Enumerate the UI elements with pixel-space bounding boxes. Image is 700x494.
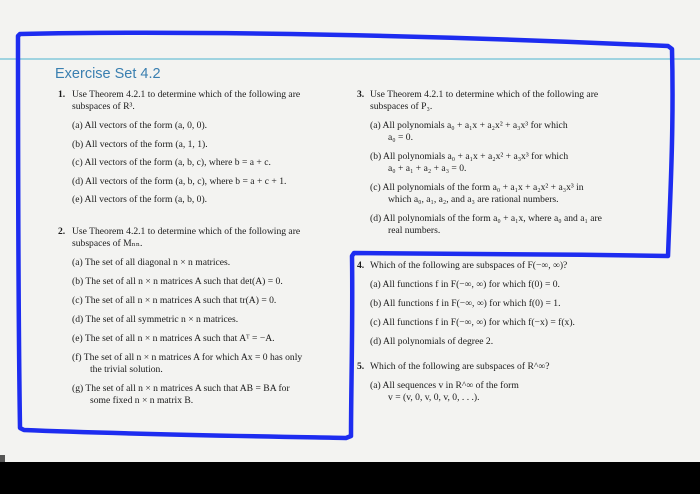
problem-part: (a) The set of all diagonal n × n matrices. [72, 257, 231, 268]
problem-part: (a) All sequences v in R^∞ of the form [370, 380, 519, 391]
problem-part: (d) All polynomials of the form a₀ + a₁x, where a₀ and a₁ are [370, 213, 602, 224]
bottom-bar [0, 462, 700, 494]
problem-number: 3. [357, 89, 365, 100]
problem-part: the trivial solution. [90, 364, 163, 375]
problem-part: (a) All vectors of the form (a, 0, 0). [72, 120, 208, 131]
problem-part: (b) The set of all n × n matrices A such that det(A) = 0. [72, 276, 283, 287]
problem-part: (c) All functions f in F(−∞, ∞) for which f(−x) = f(x). [370, 317, 575, 328]
problem-number: 4. [357, 260, 365, 271]
problem-stem: Use Theorem 4.2.1 to determine which of the following are [370, 89, 599, 100]
problem-part: a₀ + a₁ + a₂ + a₃ = 0. [388, 163, 467, 174]
problem-part: (f) The set of all n × n matrices A for which Ax = 0 has only [72, 352, 303, 363]
problem-part: (c) All vectors of the form (a, b, c), where b = a + c. [72, 157, 271, 168]
problem-stem: Use Theorem 4.2.1 to determine which of the following are [72, 226, 301, 237]
problem-number: 2. [58, 226, 66, 237]
problem-part: some fixed n × n matrix B. [90, 395, 194, 406]
problem-part: (b) All polynomials a₀ + a₁x + a₂x² + a₃x³ for which [370, 151, 569, 162]
problem-number: 5. [357, 361, 365, 372]
problem-stem: subspaces of P₃. [370, 101, 433, 112]
problem-part: (c) All polynomials of the form a₀ + a₁x + a₂x² + a₃x³ in [370, 182, 584, 193]
problem-part: (e) The set of all n × n matrices A such that Aᵀ = −A. [72, 333, 275, 344]
problem-stem: subspaces of Mₙₙ. [72, 238, 143, 249]
problem-part: a₀ = 0. [388, 132, 414, 143]
problem-part: v = (v, 0, v, 0, v, 0, . . .). [388, 392, 480, 403]
problem-stem: Which of the following are subspaces of R^∞? [370, 361, 550, 372]
problem-number: 1. [58, 89, 66, 100]
problem-part: (d) All vectors of the form (a, b, c), where b = a + c + 1. [72, 176, 287, 187]
problem-part: real numbers. [388, 225, 441, 236]
annotation-stroke [18, 33, 673, 438]
problem-part: (d) All polynomials of degree 2. [370, 336, 494, 347]
problem-part: (a) All functions f in F(−∞, ∞) for which f(0) = 0. [370, 279, 560, 290]
problem-stem: Which of the following are subspaces of F(−∞, ∞)? [370, 260, 568, 271]
problem-part: (g) The set of all n × n matrices A such that AB = BA for [72, 383, 290, 394]
problem-stem: subspaces of R³. [72, 101, 135, 112]
problem-stem: Use Theorem 4.2.1 to determine which of the following are [72, 89, 301, 100]
problem-part: (a) All polynomials a₀ + a₁x + a₂x² + a₃x³ for which [370, 120, 568, 131]
problem-part: (c) The set of all n × n matrices A such that tr(A) = 0. [72, 295, 277, 306]
problem-part: (d) The set of all symmetric n × n matrices. [72, 314, 239, 325]
page-title: Exercise Set 4.2 [55, 66, 161, 82]
problem-part: (b) All vectors of the form (a, 1, 1). [72, 139, 208, 150]
problem-part: (b) All functions f in F(−∞, ∞) for which f(0) = 1. [370, 298, 561, 309]
problem-part: (e) All vectors of the form (a, b, 0). [72, 194, 208, 205]
problem-part: which a₀, a₁, a₂, and a₃ are rational numbers. [388, 194, 559, 205]
